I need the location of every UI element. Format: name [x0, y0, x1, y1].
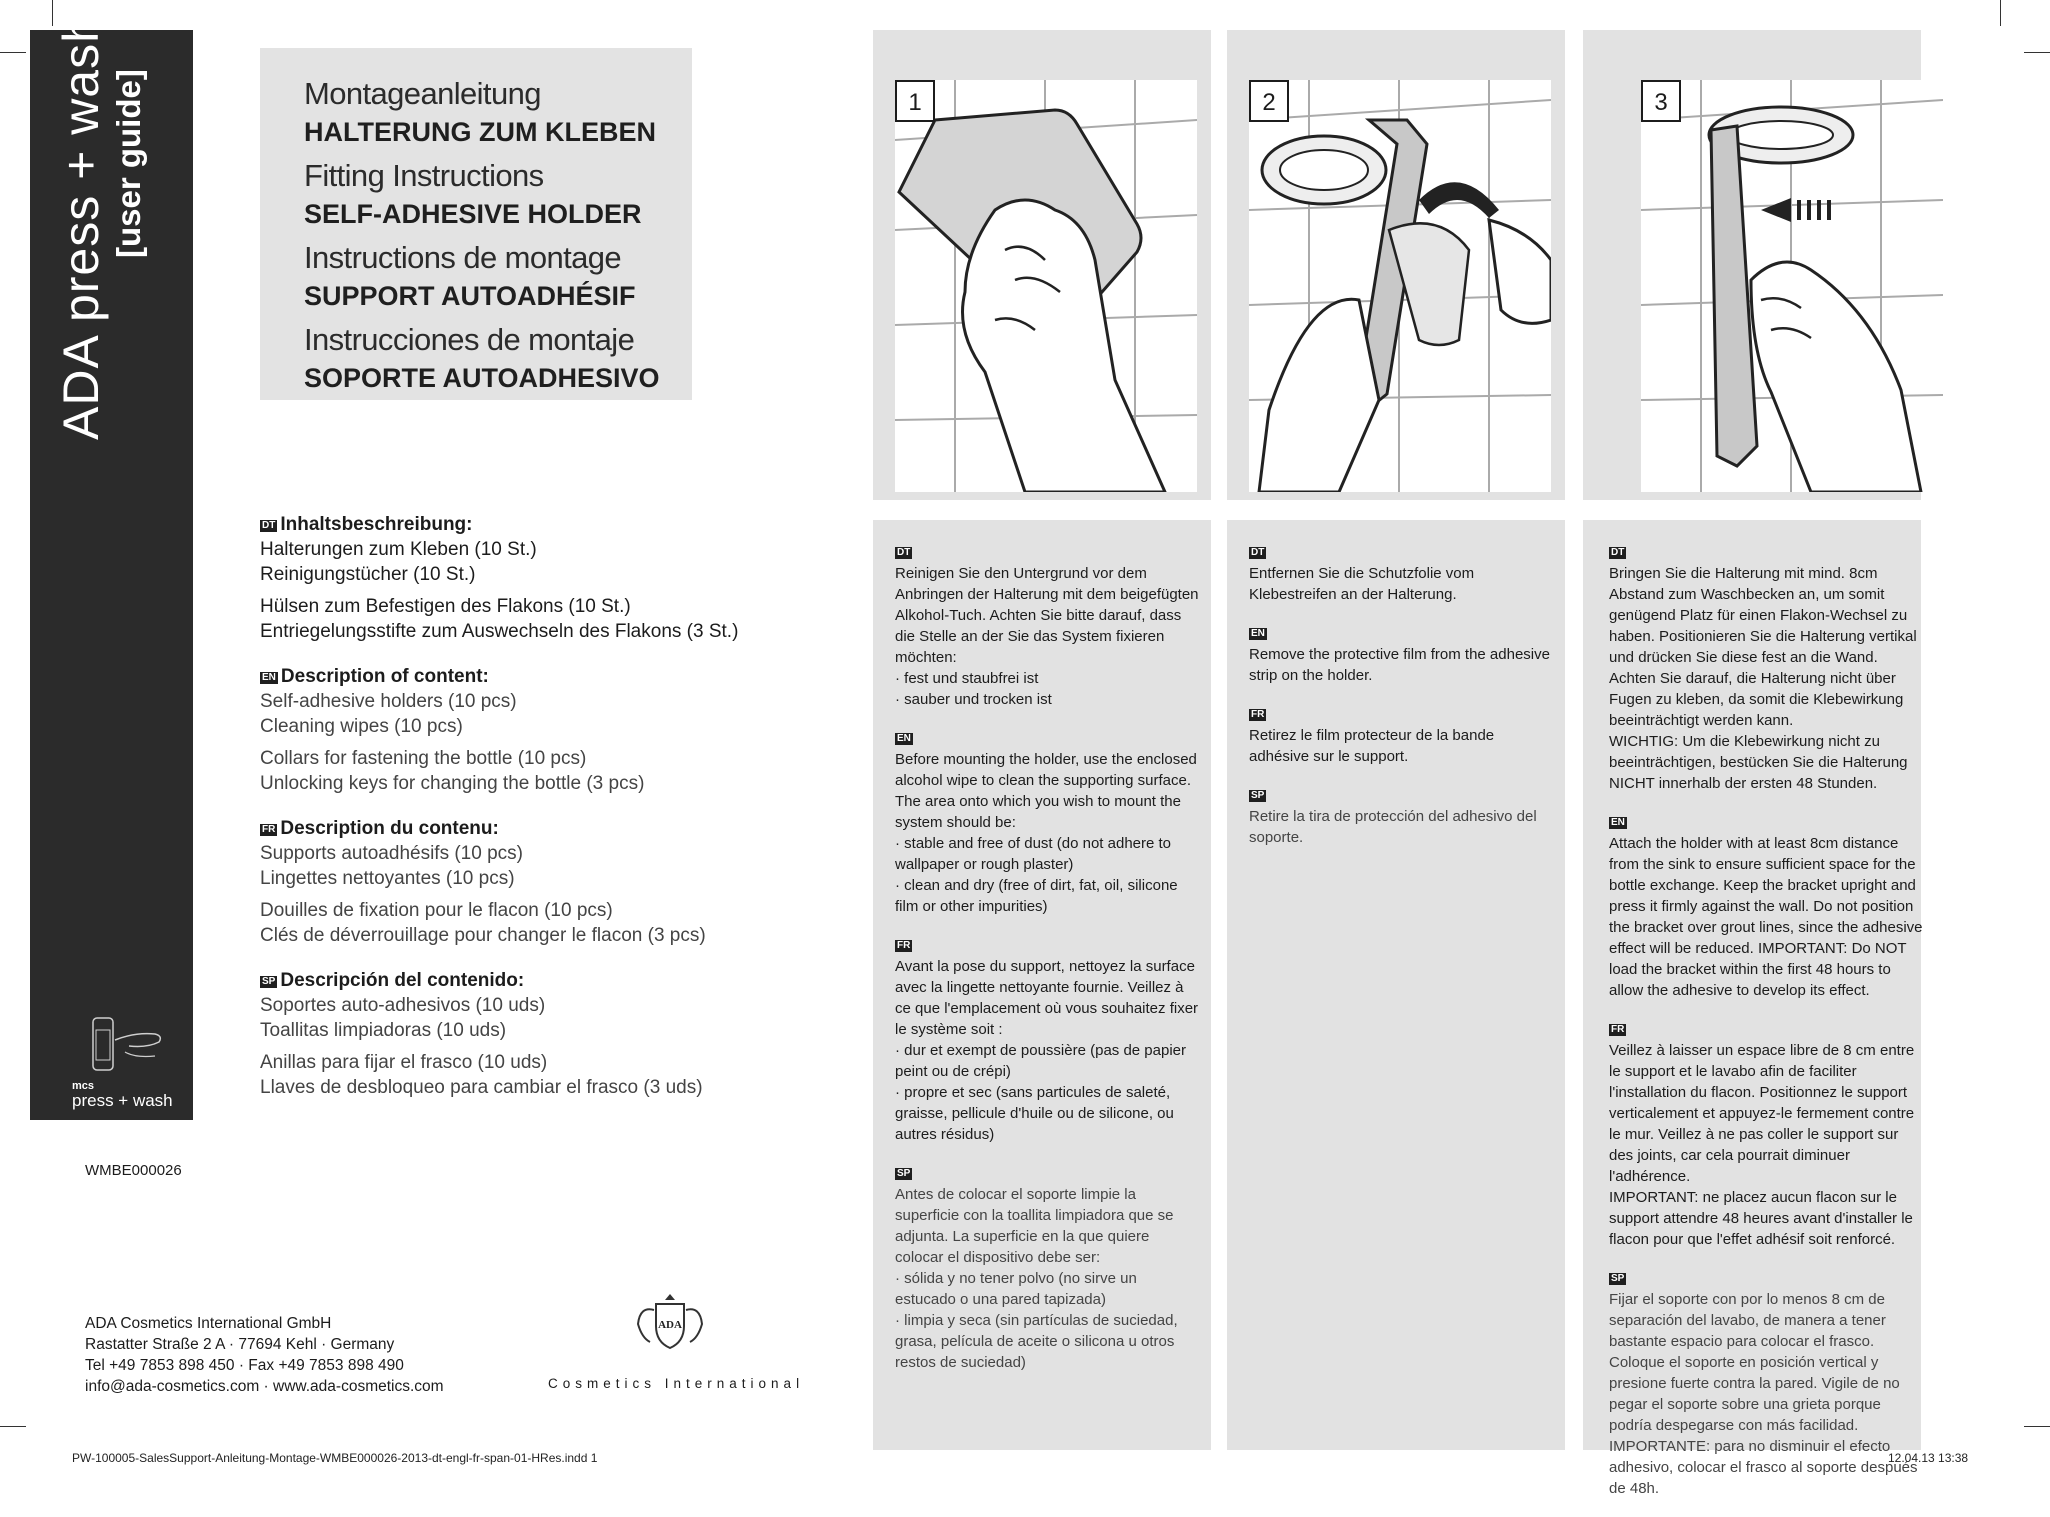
step-1-illustration	[895, 80, 1197, 492]
step-2-text	[1249, 542, 1555, 866]
lang-badge: FR	[1611, 1024, 1625, 1035]
step-3-en: Attach the holder with at least 8cm distance from the sink to ensure sufficient space for the bottle exchange. Keep the bracket upright and press it firmly against the wall. Do not position the bracket over grout lines, since the adhesive effect will be reduced. IMPORTANT: Do NOT load the bracket within the first 48 hours to allow the adhesive to develop its effect.	[1609, 835, 1923, 999]
contents-line: Entriegelungsstifte zum Auswechseln des Flakons (3 St.)	[260, 621, 739, 642]
company-name: ADA Cosmetics International GmbH	[85, 1315, 332, 1332]
crop-mark	[2000, 0, 2001, 26]
title-fr-light: Instructions de montage	[304, 240, 622, 275]
contents-line: Douilles de fixation pour le flacon (10 pcs)	[260, 900, 613, 921]
svg-text:ADA: ADA	[658, 1319, 682, 1331]
brand-title: ADA press + wash	[53, 14, 109, 440]
step-panel-1	[873, 30, 1211, 1450]
panel-divider	[873, 500, 1211, 520]
contents-heading: Inhaltsbeschreibung:	[280, 514, 473, 535]
panel-divider	[1227, 500, 1565, 520]
step-number: 3	[1641, 80, 1681, 122]
step-2-fr: Retirez le film protecteur de la bande adhésive sur le support.	[1249, 727, 1495, 765]
lang-badge: EN	[262, 672, 276, 683]
step-1-fr: Avant la pose du support, nettoyez la surface avec la lingette nettoyante fournie. Veillez à ce que l'emplacement où vous souhaitez fixer le système soit : · dur et exempt de poussière (pas de papier peint ou de crépi) · propre et sec (sans particules de saleté, graisse, pellicule d'huile ou de silicone, ou autres résidus)	[895, 958, 1199, 1143]
lang-badge: DT	[1251, 547, 1265, 558]
wipe-wall-icon	[895, 80, 1197, 492]
footer-filename: PW-100005-SalesSupport-Anleitung-Montage-WMBE000026-2013-dt-engl-fr-span-01-HRes.indd 1	[72, 1451, 598, 1465]
lang-badge: SP	[1251, 790, 1265, 801]
step-2-illustration	[1249, 80, 1551, 492]
contents-heading: Descripción del contenido:	[280, 970, 525, 991]
logo-main-text: press + wash	[72, 1091, 173, 1110]
lang-badge: FR	[262, 824, 276, 835]
title-es-light: Instrucciones de montaje	[304, 322, 635, 357]
contents-line: Reinigungstücher (10 St.)	[260, 564, 476, 585]
crop-mark	[2024, 1426, 2050, 1427]
panel-divider	[1583, 500, 1921, 520]
contents-line: Collars for fastening the bottle (10 pcs)	[260, 748, 587, 769]
contents-line: Clés de déverrouillage pour changer le flacon (3 pcs)	[260, 925, 706, 946]
contents-line: Hülsen zum Befestigen des Flakons (10 St.)	[260, 596, 631, 617]
step-3-fr: Veillez à laisser un espace libre de 8 cm entre le support et le lavabo afin de faciliter l'installation du flacon. Positionnez le support verticalement et appuyez-le fermement contre le mur. Veillez à ne pas coller le support sur des joints, car cela pourrait diminuer l'adhérence. IMPORTANT: ne placez aucun flacon sur le support attendre 48 heures avant d'installer le flacon pour que l'effet adhésif soit renforcé.	[1609, 1042, 1915, 1248]
contents-heading: Description du contenu:	[280, 818, 499, 839]
step-number: 2	[1249, 80, 1289, 122]
crop-mark	[2024, 52, 2050, 53]
ada-crest-logo	[632, 1290, 708, 1356]
contents-line: Halterungen zum Kleben (10 St.)	[260, 539, 537, 560]
contents-de	[260, 512, 820, 644]
company-web: info@ada-cosmetics.com · www.ada-cosmetics.com	[85, 1378, 444, 1395]
step-2-de: Entfernen Sie die Schutzfolie vom Klebestreifen an der Halterung.	[1249, 565, 1475, 603]
crop-mark	[0, 52, 26, 53]
lang-badge: EN	[1611, 817, 1625, 828]
contents-line: Lingettes nettoyantes (10 pcs)	[260, 868, 515, 889]
title-box	[260, 48, 692, 400]
peel-film-icon	[1249, 80, 1551, 492]
contents-line: Toallitas limpiadoras (10 uds)	[260, 1020, 507, 1041]
step-3-de: Bringen Sie die Halterung mit mind. 8cm Abstand zum Waschbecken an, um somit genügend Platz für einen Flakon-Wechsel zu haben. Positionieren Sie die Halterung vertikal und drücken Sie diese fest an die Wand. Achten Sie darauf, die Halterung nicht über Fugen zu kleben, da somit die Klebewirkung beeinträchtigt werden kann. WICHTIG: Um die Klebewirkung nicht zu beeinträchtigen, bestücken Sie die Halterung NICHT innerhalb der ersten 48 Stunden.	[1609, 565, 1917, 792]
footer-date: 12.04.13 13:38	[1888, 1451, 1969, 1465]
lang-badge: DT	[1611, 547, 1625, 558]
lang-badge: DT	[262, 520, 276, 531]
step-2-es: Retire la tira de protección del adhesivo del soporte.	[1249, 808, 1537, 846]
step-3-es: Fijar el soporte con por lo menos 8 cm de separación del lavabo, de manera a tener bastante espacio para colocar el frasco. Coloque el soporte en posición vertical y presione fuerte contra la pared. Vigile de no pegar el soporte sobre una grieta porque podría despegarse con más facilidad. IMPORTANTE: para no disminuir el efecto adhesivo, colocar el frasco al soporte después de 48h.	[1609, 1291, 1918, 1497]
contents-line: Supports autoadhésifs (10 pcs)	[260, 843, 523, 864]
contents-en	[260, 664, 820, 796]
lang-badge: FR	[1251, 709, 1265, 720]
lang-badge: SP	[262, 976, 276, 987]
step-1-de: Reinigen Sie den Untergrund vor dem Anbringen der Halterung mit dem beigefügten Alkohol-Tuch. Achten Sie bitte darauf, dass die Stelle an der Sie das System fixieren möchten: · fest und staubfrei ist · sauber und trocken ist	[895, 565, 1199, 708]
press-holder-icon	[1641, 80, 1943, 492]
step-1-es: Antes de colocar el soporte limpie la superficie con la toallita limpiadora que se adjunta. La superficie en la que quiere colocar el dispositivo debe ser: · sólida y no tener polvo (no sirve un estucado o una pared tapizada) · limpia y seca (sin partículas de suciedad, grasa, película de aceite o silicona u otros restos de suciedad)	[895, 1186, 1178, 1371]
contents-es	[260, 968, 820, 1100]
contents-line: Soportes auto-adhesivos (10 uds)	[260, 995, 546, 1016]
company-street: Rastatter Straße 2 A · 77694 Kehl · Germany	[85, 1336, 395, 1353]
contents-line: Unlocking keys for changing the bottle (3 pcs)	[260, 773, 645, 794]
lang-badge: SP	[1611, 1273, 1625, 1284]
lang-badge: EN	[1251, 628, 1265, 639]
contents-list	[260, 512, 820, 1120]
contents-line: Cleaning wipes (10 pcs)	[260, 716, 463, 737]
company-tagline: Cosmetics International	[548, 1376, 805, 1391]
contents-line: Self-adhesive holders (10 pcs)	[260, 691, 517, 712]
contents-fr	[260, 816, 820, 948]
contents-line: Anillas para fijar el frasco (10 uds)	[260, 1052, 548, 1073]
title-de-bold: HALTERUNG ZUM KLEBEN	[304, 117, 656, 147]
user-guide-label: [user guide]	[110, 69, 147, 258]
logo-small-text: mcs	[72, 1080, 95, 1092]
lang-badge: EN	[897, 733, 911, 744]
title-en-light: Fitting Instructions	[304, 158, 544, 193]
step-1-text	[895, 542, 1201, 1391]
lang-badge: DT	[897, 547, 911, 558]
step-panel-2	[1227, 30, 1565, 1450]
document-code: WMBE000026	[85, 1162, 182, 1179]
title-en-bold: SELF-ADHESIVE HOLDER	[304, 199, 642, 229]
lang-badge: FR	[897, 940, 911, 951]
company-address	[85, 1313, 444, 1397]
title-es-bold: SOPORTE AUTOADHESIVO	[304, 363, 660, 393]
step-number: 1	[895, 80, 935, 122]
step-3-text	[1609, 542, 1925, 1517]
contents-line: Llaves de desbloqueo para cambiar el frasco (3 uds)	[260, 1077, 703, 1098]
contents-heading: Description of content:	[280, 666, 489, 687]
step-2-en: Remove the protective film from the adhesive strip on the holder.	[1249, 646, 1550, 684]
lang-badge: SP	[897, 1168, 911, 1179]
company-phone: Tel +49 7853 898 450 · Fax +49 7853 898 490	[85, 1357, 404, 1374]
title-de-light: Montageanleitung	[304, 76, 541, 111]
step-panel-3	[1583, 30, 1923, 1497]
crop-mark	[0, 1426, 26, 1427]
title-fr-bold: SUPPORT AUTOADHÉSIF	[304, 281, 636, 311]
step-1-en: Before mounting the holder, use the enclosed alcohol wipe to clean the supporting surface. The area onto which you wish to mount the system should be: · stable and free of dust (do not adhere to wallpaper or rough plaster) · clean and dry (free of dirt, fat, oil, silicone film or other impurities)	[895, 751, 1197, 915]
step-3-illustration	[1641, 80, 1943, 492]
